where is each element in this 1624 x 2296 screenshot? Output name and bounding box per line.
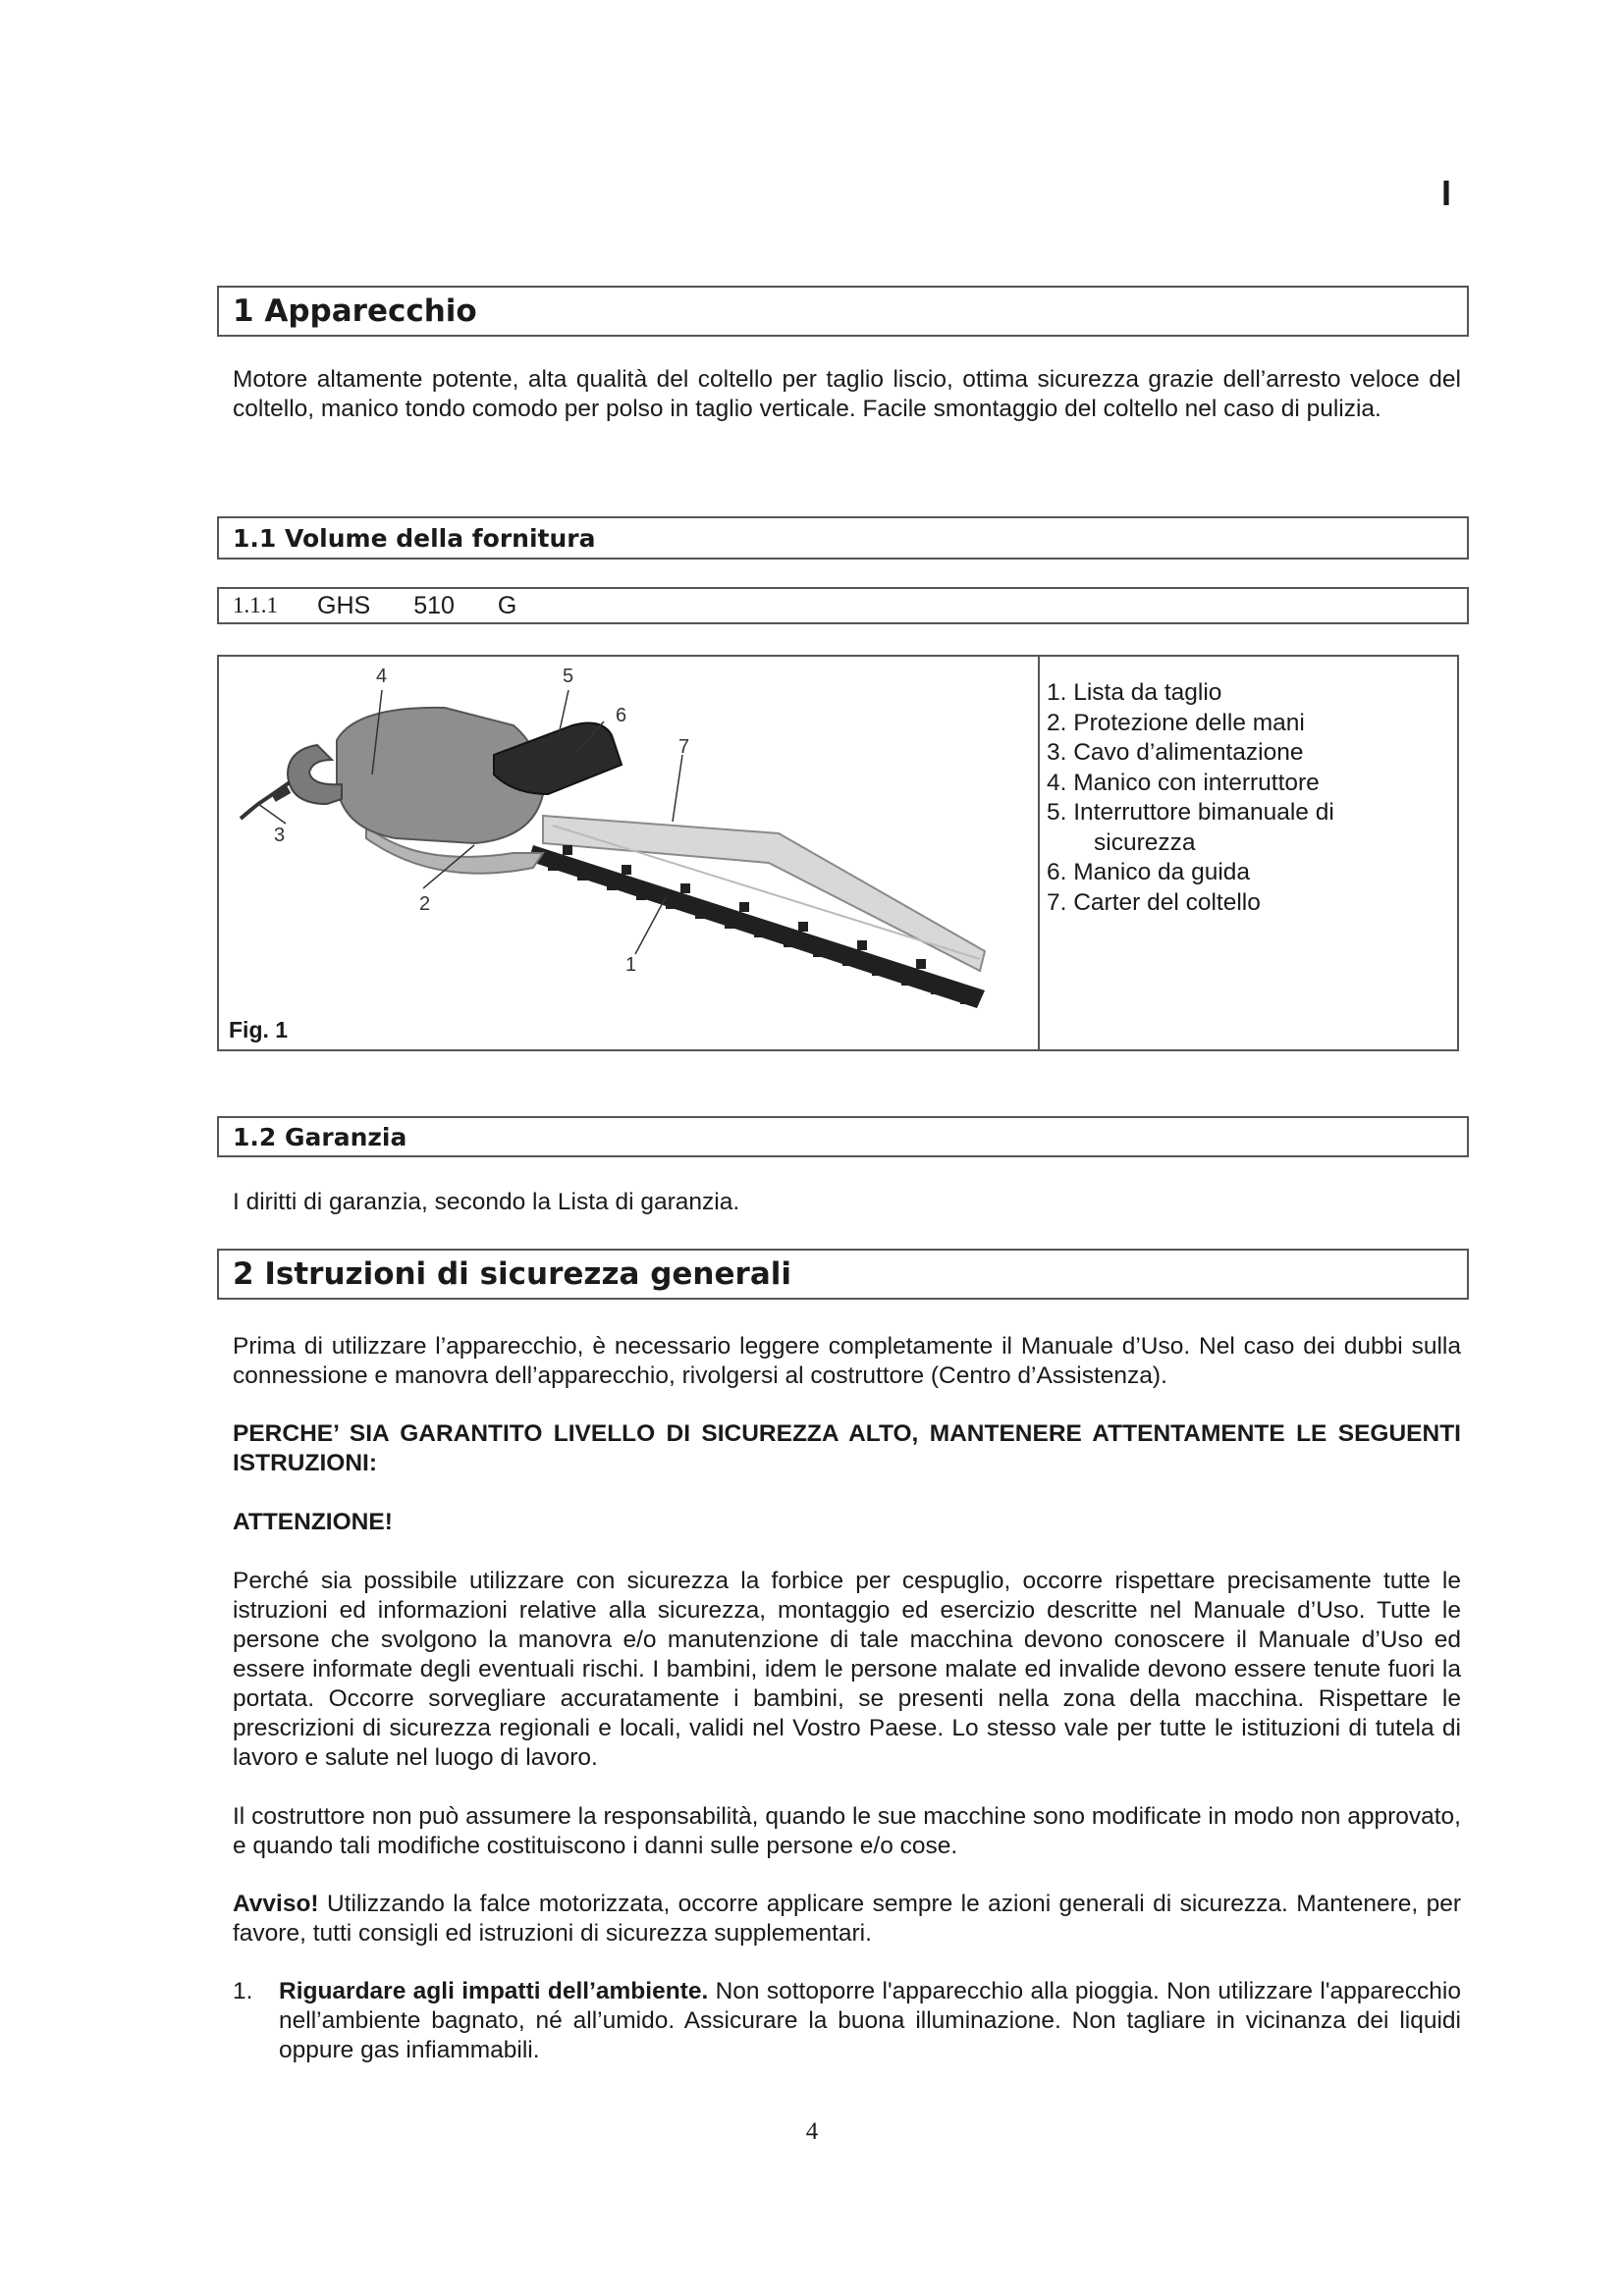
legend-item: 2. Protezione delle mani bbox=[1047, 709, 1305, 736]
attention-label: ATTENZIONE! bbox=[233, 1509, 393, 1535]
callout-4: 4 bbox=[376, 666, 388, 687]
warranty-text: I diritti di garanzia, secondo la Lista di garanzia. bbox=[233, 1189, 740, 1215]
legend-item: 4. Manico con interruttore bbox=[1047, 769, 1320, 796]
list-item-number: 1. bbox=[233, 1978, 253, 2004]
legend-item: 3. Cavo d’alimentazione bbox=[1047, 739, 1304, 766]
callout-6: 6 bbox=[616, 705, 627, 726]
list-item-heading: Riguardare agli impatti dell’ambiente. bbox=[279, 1978, 709, 2004]
section-2-intro: Prima di utilizzare l’apparecchio, è necessario leggere completamente il Manuale d’Uso. Nel caso dei dubbi sulla connessione e manovra dell’apparecchio, rivolgersi al costruttore (Centro d’Assistenza). bbox=[233, 1333, 1461, 1389]
warning-text: Utilizzando la falce motorizzata, occorre applicare sempre le azioni generali di sicurezza. Mantenere, per favore, tutti consigli ed istruzioni di sicurezza supplementari. bbox=[233, 1891, 1461, 1947]
safety-emphasis: PERCHE’ SIA GARANTITO LIVELLO DI SICUREZZA ALTO, MANTENERE ATTENTAMENTE LE SEGUENTI ISTRUZIONI: bbox=[233, 1420, 1461, 1476]
model-subheading bbox=[217, 587, 1469, 624]
subsection-number: 1.1.1 bbox=[233, 593, 278, 617]
list-item bbox=[233, 1977, 1461, 2065]
legend-item: 5. Interruttore bimanuale di bbox=[1047, 799, 1334, 826]
figure-1 bbox=[217, 655, 1459, 1051]
language-marker: I bbox=[1441, 173, 1452, 213]
model-code: GHS bbox=[317, 591, 371, 619]
section-2-heading bbox=[217, 1249, 1469, 1300]
figure-caption: Fig. 1 bbox=[229, 1017, 289, 1042]
legend-item: 6. Manico da guida bbox=[1047, 859, 1251, 885]
callout-7: 7 bbox=[678, 736, 690, 758]
rear-handle bbox=[288, 745, 342, 804]
liability-paragraph: Il costruttore non può assumere la responsabilità, quando le sue macchine sono modificate in modo non approvato, e quando tali modifiche costituiscono i danni sulle persone e/o cose. bbox=[233, 1803, 1461, 1859]
warning-label: Avviso! bbox=[233, 1891, 319, 1917]
callout-3: 3 bbox=[274, 825, 286, 846]
section-1-2-heading bbox=[217, 1116, 1469, 1157]
blade-guard bbox=[543, 816, 985, 971]
callout-1: 1 bbox=[625, 954, 637, 976]
page-number: 4 bbox=[805, 2118, 819, 2145]
callout-2: 2 bbox=[419, 893, 431, 915]
section-1-2-title: 1.2 Garanzia bbox=[233, 1122, 407, 1151]
section-1-heading bbox=[217, 286, 1469, 337]
figure-divider bbox=[1038, 657, 1040, 1049]
list-item-body: Non sottoporre l'apparecchio alla pioggia. Non utilizzare l'apparecchio nell’ambiente bagnato, né all’umido. Assicurare la buona illuminazione. Non tagliare in vicinanza dei liquidi oppure gas infiammabili. bbox=[279, 1978, 1461, 2063]
callout-5: 5 bbox=[563, 666, 574, 687]
model-number: 510 bbox=[413, 591, 455, 619]
safety-paragraph: Perché sia possibile utilizzare con sicurezza la forbice per cespuglio, occorre rispettare precisamente tutte le istruzioni ed informazioni relative alla sicurezza, montaggio ed esercizio descritte nel Manuale d’Uso. Tutte le persone che svolgono la manovra e/o manutenzione di tale macchina devono conoscere il Manuale d’Uso ed essere informate degli eventuali rischi. I bambini, idem le persone malate ed invalide devono essere tenute fuori la portata. Occorre sorvegliare accuratamente i bambini, se presenti nella zona della macchina. Rispettare le prescrizioni di sicurezza regionali e locali, validi nel Vostro Paese. Lo stesso vale per tutte le istituzioni di tutela di lavoro e salute nel luogo di lavoro. bbox=[233, 1568, 1461, 1771]
warning-paragraph bbox=[233, 1890, 1461, 1949]
section-1-title: 1 Apparecchio bbox=[233, 294, 477, 329]
model-suffix: G bbox=[497, 591, 517, 619]
legend-item-continuation: sicurezza bbox=[1094, 828, 1196, 856]
section-1-1-heading bbox=[217, 516, 1469, 560]
section-1-1-title: 1.1 Volume della fornitura bbox=[233, 523, 596, 553]
parts-legend bbox=[1047, 678, 1334, 918]
section-2-title: 2 Istruzioni di sicurezza generali bbox=[233, 1256, 791, 1292]
list-item-text bbox=[279, 1977, 1461, 2065]
legend-item: 1. Lista da taglio bbox=[1047, 679, 1222, 706]
hedge-trimmer-illustration bbox=[219, 657, 1038, 1049]
section-1-text: Motore altamente potente, alta qualità del coltello per taglio liscio, ottima sicurezza grazie dell’arresto veloce del coltello, manico tondo comodo per polso in taglio verticale. Facile smontaggio del coltello nel caso di pulizia. bbox=[233, 366, 1461, 422]
legend-item: 7. Carter del coltello bbox=[1047, 888, 1261, 916]
